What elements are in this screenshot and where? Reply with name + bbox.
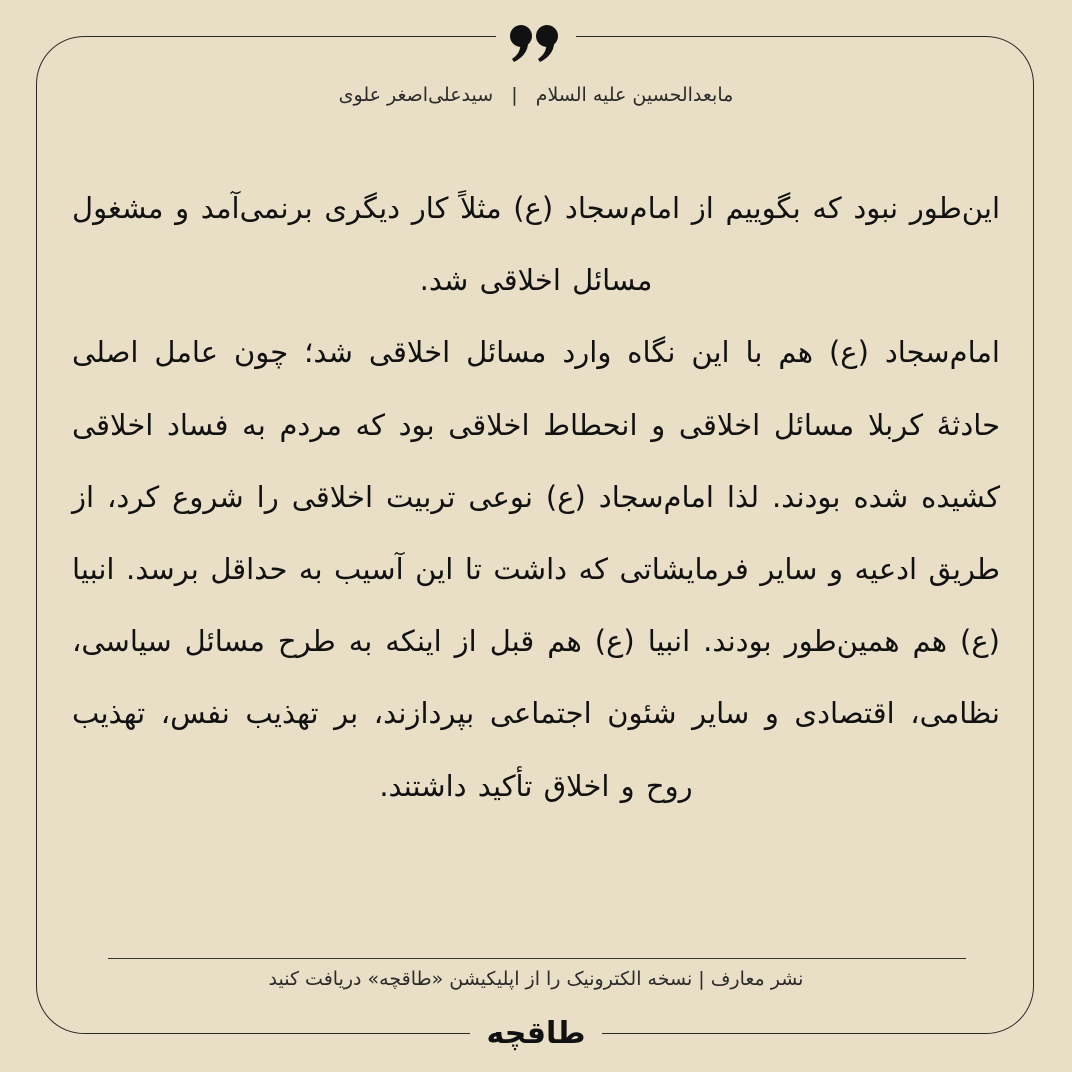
- quote-paragraph-2: امام‌سجاد (ع) هم با این نگاه وارد مسائل اخلاقی شد؛ چون عامل اصلی حادثۀ کربلا مسائل اخلاقی و انحطاط اخلاقی بود که مردم به فساد اخلاقی کشیده شده بودند. لذا امام‌سجاد (ع) نوعی تربیت اخلاقی را شروع کرد، از طریق ادعیه و سایر فرمایشاتی که داشت تا این آسیب به حداقل برسد. انبیا (ع) هم همین‌طور بودند. انبیا (ع) هم قبل از اینکه به طرح مسائل سیاسی، نظامی، اقتصادی و سایر شئون اجتماعی بپردازند، بر تهذیب نفس، تهذیب روح و اخلاق تأکید داشتند.: [72, 335, 1000, 803]
- author-name: سیدعلی‌اصغر علوی: [338, 84, 494, 106]
- book-title: مابعدالحسین علیه السلام: [535, 84, 734, 106]
- footer-divider: [108, 958, 966, 959]
- attribution-separator: |: [511, 84, 518, 106]
- taaghche-logo: طاقچه: [486, 1016, 586, 1051]
- book-attribution: [0, 84, 1072, 106]
- footer-notice: نشر معارف | نسخه الکترونیک را از اپلیکیشن «طاقچه» دریافت کنید: [268, 968, 804, 990]
- quote-paragraph-1: این‌طور نبود که بگوییم از امام‌سجاد (ع) مثلاً کار دیگری برنمی‌آمد و مشغول مسائل اخلاقی شد.: [72, 191, 1000, 298]
- quote-body: [72, 172, 1000, 822]
- closing-quote-icon: [508, 20, 564, 64]
